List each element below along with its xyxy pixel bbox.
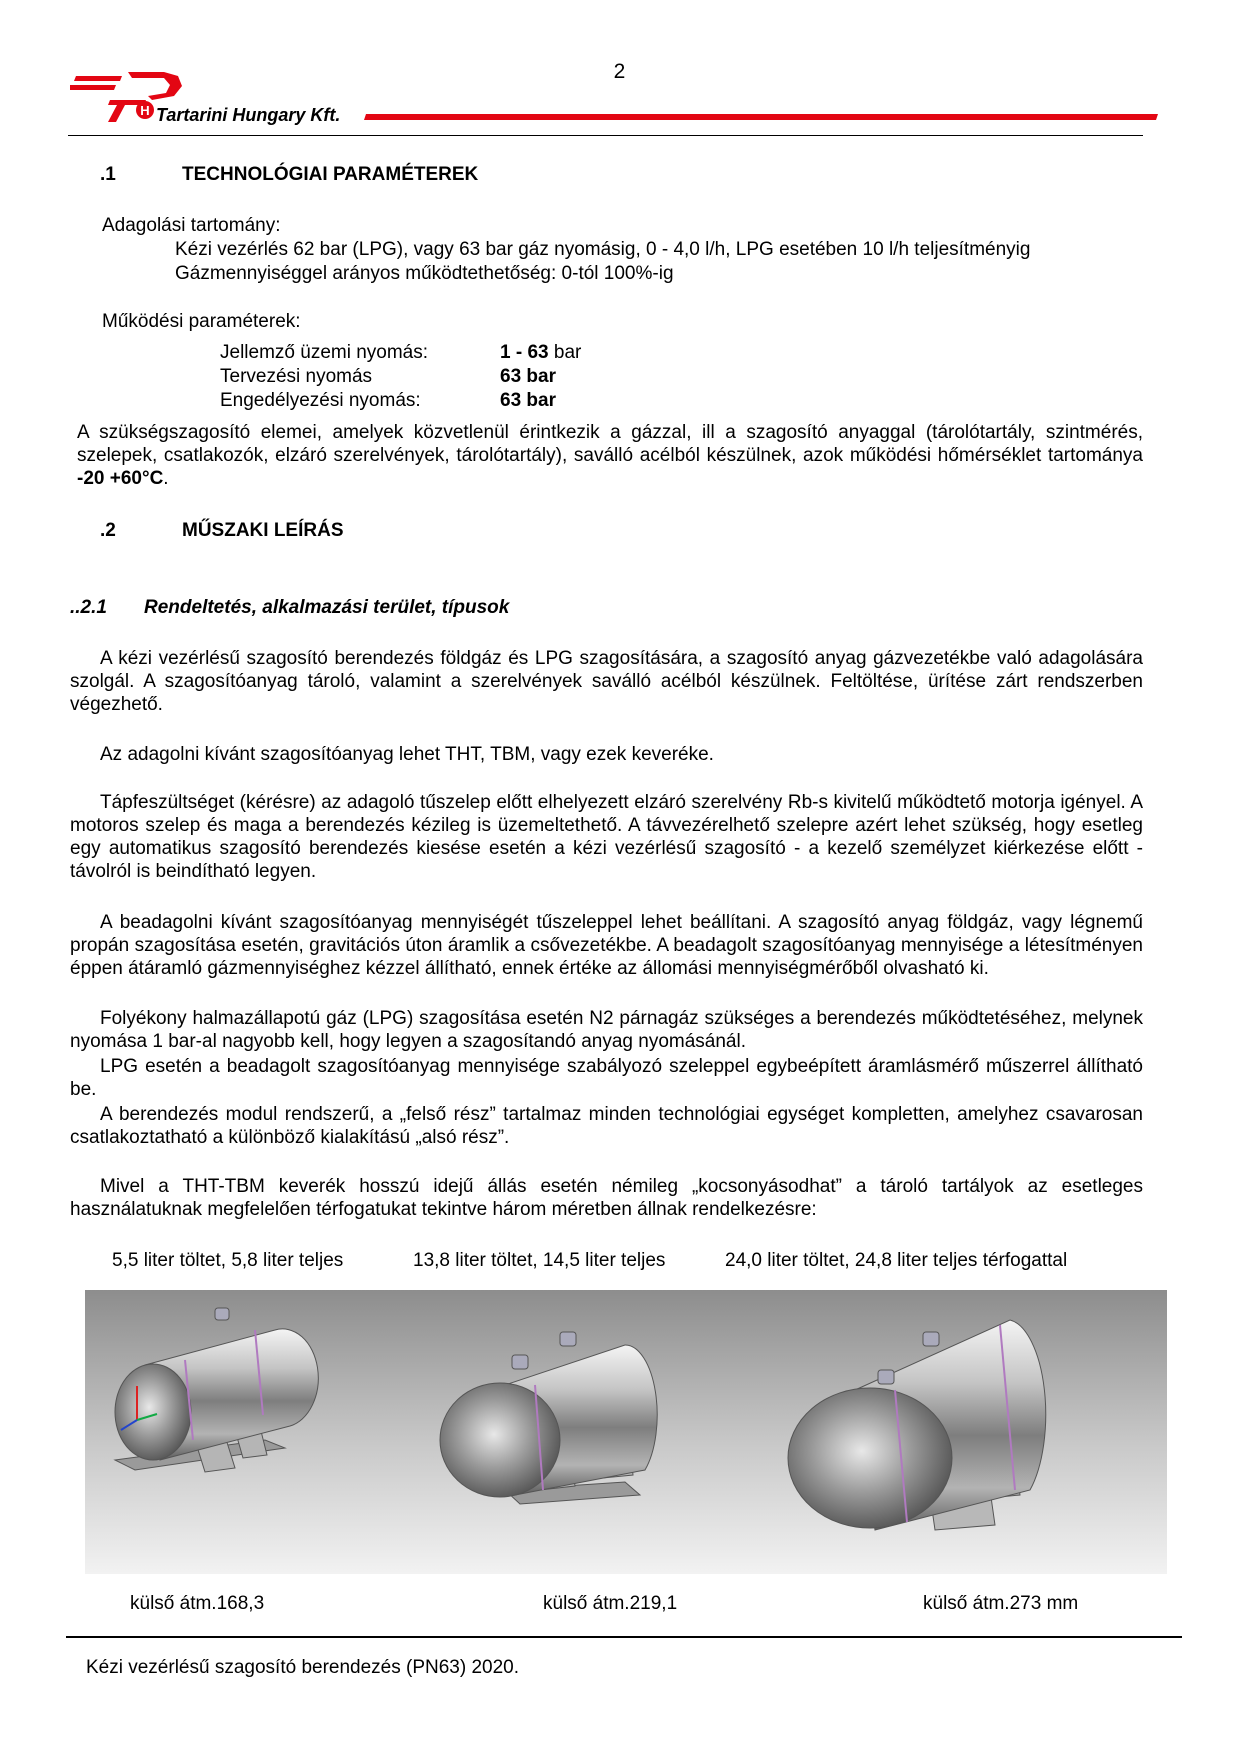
tank-caption: külső átm.273 mm [923, 1593, 1079, 1614]
subsection-heading [70, 597, 509, 619]
subsection-number: ..2.1 [70, 597, 107, 618]
dosing-line-2: Gázmennyiséggel arányos működtethetőség: 0-tól 100%-ig [175, 263, 674, 284]
logo-badge: H [140, 103, 150, 118]
section1-title: TECHNOLÓGIAI PARAMÉTEREK [182, 164, 479, 185]
tank-sizes-image [85, 1290, 1167, 1574]
logo-text: Tartarini Hungary Kft. [156, 105, 341, 125]
tank-caption: külső átm.168,3 [130, 1593, 265, 1614]
param-row [220, 365, 556, 388]
volume-label: 24,0 liter töltet, 24,8 liter teljes térfogattal [725, 1250, 1068, 1271]
volume-label: 5,5 liter töltet, 5,8 liter teljes [112, 1250, 344, 1271]
param-value: 63 bar [500, 390, 556, 411]
company-logo [70, 72, 1158, 128]
page-number: 2 [613, 60, 626, 83]
section2-title: MŰSZAKI LEÍRÁS [182, 520, 344, 541]
param-label: Jellemző üzemi nyomás: [220, 342, 429, 363]
paragraph: Mivel a THT-TBM keverék hosszú idejű állás esetén némileg „kocsonyásodhat” a tároló tartályok az esetleges használatuknak megfelelően térfogatukat tekintve három méretben állnak rendelkezésre: [70, 1176, 1143, 1220]
section1-heading [100, 164, 478, 186]
paragraph: Az adagolni kívánt szagosítóanyag lehet THT, TBM, vagy ezek keveréke. [100, 744, 714, 765]
param-label: Engedélyezési nyomás: [220, 390, 421, 411]
section1-number: .1 [100, 164, 116, 185]
paragraph: A berendezés modul rendszerű, a „felső rész” tartalmaz minden technológiai egységet kompletten, amelyhez csavarosan csatlakoztatható a különböző kialakítású „alsó rész”. [70, 1104, 1143, 1148]
subsection-title: Rendeltetés, alkalmazási terület, típusok [144, 597, 510, 618]
materials-text: A szükségszagosító elemei, amelyek közvetlenül érintkezik a gázzal, ill a szagosító anyaggal (tárolótartály, szintmérés, szelepek, csatlakozók, elzáró szerelvények, tárolótartály), saválló acélból készülnek, azok működési hőmérséklet tartománya [77, 422, 1143, 466]
section2-number: .2 [100, 520, 116, 541]
volume-label: 13,8 liter töltet, 14,5 liter teljes [413, 1250, 666, 1271]
tank-caption: külső átm.219,1 [543, 1593, 678, 1614]
param-value: 1 - 63 [500, 342, 549, 363]
materials-paragraph [77, 421, 1143, 490]
operating-label: Működési paraméterek: [102, 311, 301, 332]
param-row [220, 341, 581, 364]
paragraph: Tápfeszültséget (kérésre) az adagoló tűszelep előtt elhelyezett elzáró szerelvény Rb-s kivitelű működtető motorja igényel. A motoros szelep és maga a berendezés kézileg is üzemeltethető. A távvezérelhető szelepre azért lehet szükség, hogy esetleg egy automatikus szagosító berendezés kiesése esetén a kézi vezérlésű szagosító - a kezelő személyzet kiérkezése előtt - távolról is beindítható legyen. [70, 792, 1143, 882]
section2-heading [100, 520, 344, 542]
param-row [220, 389, 556, 412]
materials-temp-range: -20 +60°C [77, 468, 164, 489]
header-divider [68, 135, 1143, 136]
materials-end: . [163, 468, 169, 489]
param-label: Tervezési nyomás [220, 366, 373, 387]
paragraph: A kézi vezérlésű szagosító berendezés földgáz és LPG szagosítására, a szagosító anyag gázvezetékbe való adagolására szolgál. A szagosítóanyag tároló, valamint a szerelvények saválló acélból készülnek. Feltöltése, ürítése zárt rendszerben végezhető. [70, 648, 1143, 715]
dosing-label: Adagolási tartomány: [102, 215, 281, 236]
footer-divider [66, 1636, 1182, 1638]
paragraph: Folyékony halmazállapotú gáz (LPG) szagosítása esetén N2 párnagáz szükséges a berendezés működtetéséhez, melynek nyomása 1 bar-al nagyobb kell, hogy legyen a szagosítandó anyag nyomásánál. [70, 1008, 1143, 1052]
dosing-line-1: Kézi vezérlés 62 bar (LPG), vagy 63 bar gáz nyomásig, 0 - 4,0 l/h, LPG esetében 10 l/h teljesítményig [175, 239, 1031, 260]
param-value: 63 bar [500, 366, 556, 387]
param-unit: bar [548, 342, 582, 363]
footer-text: Kézi vezérlésű szagosító berendezés (PN63) 2020. [86, 1657, 520, 1678]
paragraph: LPG esetén a beadagolt szagosítóanyag mennyisége szabályozó szeleppel egybeépített áramlásmérő műszerrel állítható be. [70, 1056, 1143, 1100]
paragraph: A beadagolni kívánt szagosítóanyag mennyiségét tűszeleppel lehet beállítani. A szagosító anyag földgáz, vagy légnemű propán szagosítása esetén, gravitációs úton áramlik a csővezetékbe. A beadagolt szagosítóanyag mennyisége a létesítményen éppen átáramló gázmennyiséghez kézzel állítható, ennek értéke az állomási mennyiségmérőből olvasható ki. [70, 912, 1143, 979]
